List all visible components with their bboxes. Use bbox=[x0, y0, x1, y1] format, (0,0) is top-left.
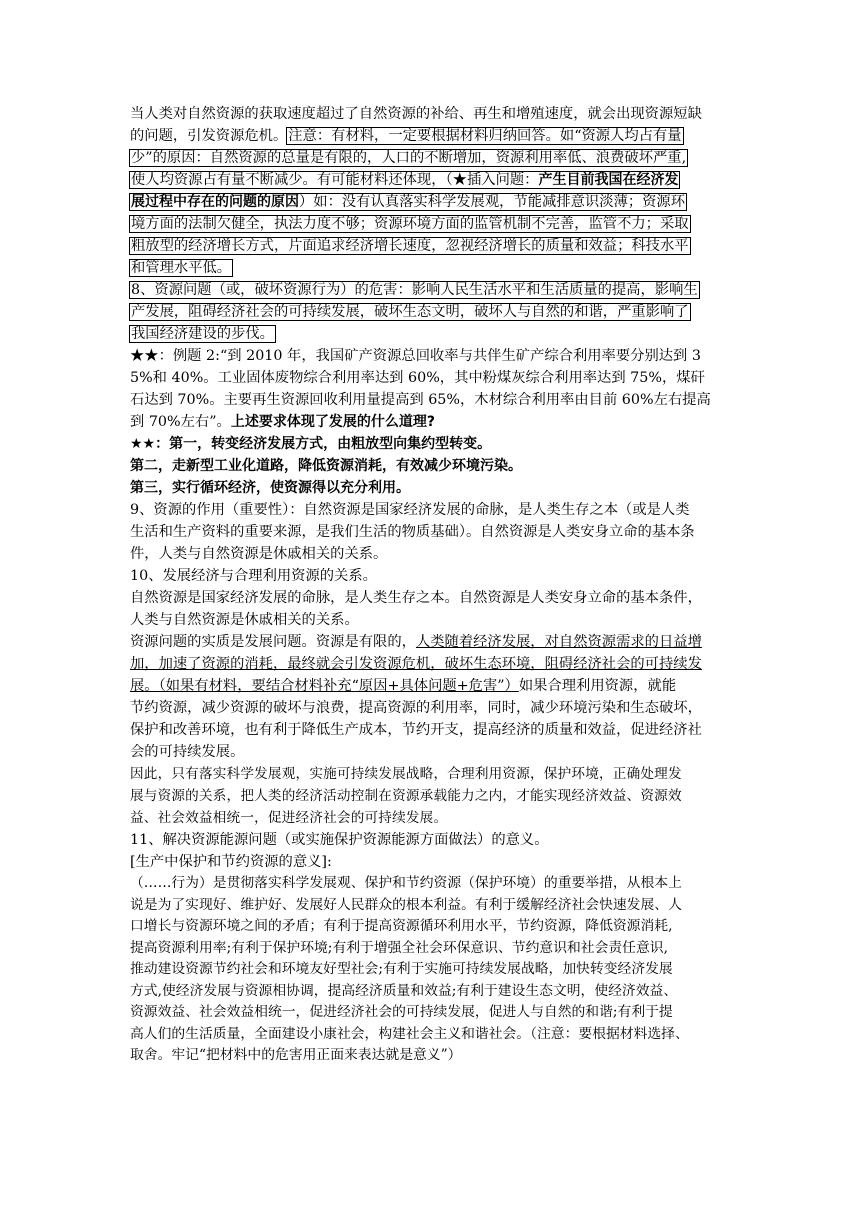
underlined-text: 加，加速了资源的消耗，最终就会引发资源危机，破坏生态环境，阻碍经济社会的可持续发 bbox=[130, 656, 702, 672]
line-text: 10、发展经济与合理利用资源的关系。 bbox=[130, 568, 377, 584]
text-line bbox=[130, 257, 730, 279]
line-text: 节约资源，减少资源的破坏与浪费，提高资源的利用率，同时，减少环境污染和生态破坏， bbox=[130, 700, 702, 716]
line-text: 的问题，引发资源危机。 bbox=[130, 128, 288, 144]
boxed-text: ）如：没有认真落实科学发展观，节能减排意识淡薄；资源环 bbox=[299, 194, 686, 210]
bold-text: ★★：第一，转变经济发展方式，由粗放型向集约型转变。 bbox=[130, 436, 492, 452]
underlined-text: 展。（如果有材料，要结合材料补充“原因+具体问题+危害”） bbox=[130, 678, 519, 694]
line-text: ★★：例题 2:“到 2010 年，我国矿产资源总回收率与共伴生矿产综合利用率要分别达到 3 bbox=[130, 348, 701, 364]
text-line bbox=[130, 959, 730, 981]
boxed-note bbox=[129, 193, 687, 211]
text-line bbox=[130, 147, 730, 169]
line-text: 高人们的生活质量，全面建设小康社会，构建社会主义和谐社会。（注意：要根据材料选择、 bbox=[130, 1025, 689, 1042]
text-line bbox=[130, 873, 730, 895]
line-text: 5%和 40%。工业固体废物综合利用率达到 60%，其中粉煤灰综合利用率达到 75%，煤矸 bbox=[130, 370, 705, 386]
boxed-note: 8、资源问题（或，破坏资源行为）的危害：影响人民生活水平和生活质量的提高，影响生 bbox=[131, 282, 698, 298]
boxed-note: 境方面的法制欠健全，执法力度不够；资源环境方面的监管机制不完善，监管不力；采取 bbox=[131, 216, 689, 232]
text-line bbox=[130, 103, 730, 125]
boxed-text: 使人均资源占有量不断减少。有可能材料还体现，（★插入问题： bbox=[131, 172, 539, 188]
text-line bbox=[130, 169, 730, 191]
line-text: （……行为）是贯彻落实科学发展观、保护和节约资源（保护环境）的重要举措，从根本上 bbox=[130, 875, 682, 891]
text-line bbox=[130, 345, 730, 367]
line-text: 当人类对自然资源的获取速度超过了自然资源的补给、再生和增殖速度，就会出现资源短缺 bbox=[130, 106, 702, 122]
text-line bbox=[130, 411, 730, 433]
boxed-bold-text: 展过程中存在的问题的原因 bbox=[131, 194, 299, 210]
text-line bbox=[130, 367, 730, 389]
text-line bbox=[130, 916, 730, 938]
text-line bbox=[130, 895, 730, 917]
boxed-note: 少”的原因：自然资源的总量是有限的，人口的不断增加，资源利用率低、浪费破坏严重, bbox=[131, 150, 687, 166]
text-line bbox=[130, 981, 730, 1003]
text-line bbox=[130, 191, 730, 213]
line-text: 石达到 70%。主要再生资源回收利用量提高到 65%，木材综合利用率由目前 60%左右提高 bbox=[130, 392, 711, 408]
line-text: 到 70%左右”。 bbox=[130, 414, 231, 430]
text-line bbox=[130, 807, 730, 829]
boxed-note: 和管理水平低。 bbox=[131, 260, 232, 276]
line-text: 如果合理利用资源，就能 bbox=[518, 678, 677, 694]
text-line bbox=[130, 1024, 730, 1046]
boxed-note: 注意：有材料，一定要根据材料归纳回答。如“资源人均占有量 bbox=[288, 128, 682, 144]
boxed-note bbox=[129, 171, 680, 189]
text-line bbox=[130, 455, 730, 477]
line-text: 人类与自然资源是休戚相关的关系。 bbox=[130, 612, 359, 628]
boxed-note: 粗放型的经济增长方式，片面追求经济增长速度，忽视经济增长的质量和效益；科技水平 bbox=[131, 238, 689, 254]
text-line bbox=[130, 301, 730, 323]
line-text: 生活和生产资料的重要来源，是我们生活的物质基础）。自然资源是人类安身立命的基本条 bbox=[130, 524, 695, 540]
text-line bbox=[130, 697, 730, 719]
text-line bbox=[130, 543, 730, 565]
text-line bbox=[130, 1002, 730, 1024]
text-line bbox=[130, 829, 730, 851]
text-line bbox=[130, 433, 730, 455]
text-line bbox=[130, 213, 730, 235]
text-line bbox=[130, 565, 730, 587]
text-line bbox=[130, 1045, 730, 1067]
line-text: 保护和改善环境，也有利于降低生产成本，节约开支，提高经济的质量和效益，促进经济社 bbox=[130, 722, 702, 738]
boxed-note: 我国经济建设的步伐。 bbox=[131, 326, 274, 342]
text-line bbox=[130, 389, 730, 411]
text-line bbox=[130, 741, 730, 763]
line-text: 说是为了实现好、维护好、发展好人民群众的根本利益。有利于缓解经济社会快速发展、人 bbox=[130, 896, 682, 913]
line-text: 自然资源是国家经济发展的命脉，是人类生存之本。自然资源是人类安身立命的基本条件， bbox=[130, 590, 702, 606]
line-text: [生产中保护和节约资源的意义]: bbox=[130, 854, 332, 870]
text-line bbox=[130, 851, 730, 873]
line-text: 展与资源的关系，把人类的经济活动控制在资源承载能力之内，才能实现经济效益、资源效 bbox=[130, 788, 682, 804]
text-line bbox=[130, 499, 730, 521]
line-text: 口增长与资源环境之间的矛盾；有利于提高资源循环利用水平，节约资源，降低资源消耗, bbox=[130, 918, 673, 934]
text-line bbox=[130, 763, 730, 785]
line-text: 取舍。牢记“把材料中的危害用正面来表达就是意义”） bbox=[130, 1047, 462, 1063]
text-line bbox=[130, 235, 730, 257]
line-text: 11、解决资源能源问题（或实施保护资源能源方面做法）的意义。 bbox=[130, 832, 549, 848]
text-line bbox=[130, 323, 730, 345]
text-line bbox=[130, 125, 730, 147]
text-line bbox=[130, 279, 730, 301]
boxed-note: 产发展，阻碍经济社会的可持续发展，破坏生态文明，破坏人与自然的和谐，严重影响了 bbox=[131, 304, 689, 320]
text-line bbox=[130, 719, 730, 741]
bold-text: 上述要求体现了发展的什么道理? bbox=[230, 414, 435, 430]
line-text: 件，人类与自然资源是休戚相关的关系。 bbox=[130, 546, 388, 562]
text-line bbox=[130, 587, 730, 609]
text-line bbox=[130, 477, 730, 499]
text-line bbox=[130, 631, 730, 653]
line-text: 资源效益、社会效益相统一，促进经济社会的可持续发展，促进人与自然的和谐;有利于提 bbox=[130, 1004, 673, 1020]
underlined-text: 人类随着经济发展，对自然资源需求的日益增 bbox=[415, 634, 702, 650]
text-line bbox=[130, 609, 730, 631]
text-line bbox=[130, 785, 730, 807]
line-text: 会的可持续发展。 bbox=[130, 744, 245, 760]
document-page bbox=[130, 103, 730, 1067]
text-line bbox=[130, 938, 730, 960]
line-text: 提高资源利用率;有利于保护环境;有利于增强全社会环保意识、节约意识和社会责任意识, bbox=[130, 939, 668, 956]
line-text: 益、社会效益相统一，促进经济社会的可持续发展。 bbox=[130, 810, 448, 826]
line-text: 9、资源的作用（重要性）：自然资源是国家经济发展的命脉，是人类生存之本（或是人类 bbox=[130, 502, 690, 518]
line-text: 因此，只有落实科学发展观，实施可持续发展战略，合理利用资源，保护环境，正确处理发 bbox=[130, 766, 682, 782]
boxed-bold-text: 产生目前我国在经济发 bbox=[538, 172, 679, 188]
text-line bbox=[130, 653, 730, 675]
bold-text: 第二，走新型工业化道路，降低资源消耗，有效减少环境污染。 bbox=[130, 458, 522, 474]
line-text: 资源问题的实质是发展问题。资源是有限的， bbox=[130, 634, 416, 650]
text-line bbox=[130, 675, 730, 697]
line-text: 方式,使经济发展与资源相协调，提高经济质量和效益;有利于建设生态文明，使经济效益、 bbox=[130, 982, 678, 999]
line-text: 推动建设资源节约社会和环境友好型社会;有利于实施可持续发展战略，加快转变经济发展 bbox=[130, 961, 673, 977]
bold-text: 第三，实行循环经济，使资源得以充分利用。 bbox=[130, 480, 410, 496]
text-line bbox=[130, 521, 730, 543]
